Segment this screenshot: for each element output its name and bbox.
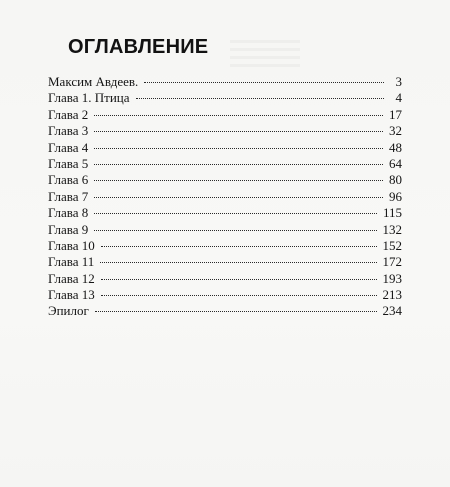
toc-leader-dots [94,115,383,116]
toc-leader-dots [94,164,383,165]
toc-entry-label: Глава 3 [48,123,89,139]
toc-entry-page: 3 [395,74,402,89]
toc-entry-page: 96 [389,188,402,204]
toc-leader-dots [101,246,377,247]
toc-entry-page: 4 [395,90,402,106]
table-of-contents [48,74,402,320]
toc-entry-label: Глава 1. Птица [48,90,130,106]
toc-leader-dots [101,279,377,280]
toc-entry-label: Глава 10 [48,237,95,253]
toc-entry [48,140,402,156]
toc-entry-label: Глава 11 [48,254,95,270]
toc-leader-dots [95,311,377,312]
toc-entry [48,205,402,221]
toc-entry-label: Глава 13 [48,287,95,303]
toc-entry-page: 213 [382,287,402,303]
toc-entry [48,90,402,106]
toc-entry [48,287,402,303]
toc-entry-page: 80 [389,172,402,188]
toc-entry-page: 64 [389,155,402,171]
toc-leader-dots [94,197,383,198]
toc-entry-page: 48 [389,139,402,155]
toc-entry-label: Глава 7 [48,188,89,204]
toc-entry [48,271,402,287]
toc-entry [48,107,402,123]
toc-leader-dots [94,131,383,132]
toc-entry [48,189,402,205]
toc-entry-label: Глава 5 [48,155,89,171]
toc-entry [48,74,402,90]
bleed-through-shadow [230,40,300,70]
toc-leader-dots [101,295,377,296]
toc-entry [48,123,402,139]
toc-entry-label: Глава 6 [48,172,89,188]
toc-entry [48,303,402,319]
toc-entry-page: 17 [389,106,402,122]
toc-entry-label: Глава 12 [48,270,95,286]
toc-entry-label: Максим Авдеев. [48,74,139,89]
toc-entry [48,156,402,172]
toc-entry-page: 152 [382,237,402,253]
toc-entry [48,172,402,188]
toc-leader-dots [94,213,377,214]
toc-entry-label: Глава 8 [48,205,89,221]
toc-leader-dots [144,82,384,83]
toc-entry-label: Глава 9 [48,221,89,237]
toc-entry-page: 193 [382,270,402,286]
toc-entry-label: Глава 4 [48,139,89,155]
toc-leader-dots [100,262,376,263]
toc-entry-page: 234 [382,303,402,319]
toc-entry-label: Глава 2 [48,106,89,122]
toc-entry-page: 172 [382,254,402,270]
toc-entry-page: 132 [382,221,402,237]
toc-leader-dots [94,148,383,149]
toc-entry [48,254,402,270]
toc-leader-dots [136,98,384,99]
toc-entry-page: 32 [389,123,402,139]
page-title: ОГЛАВЛЕНИЕ [68,36,209,58]
toc-leader-dots [94,180,383,181]
toc-leader-dots [94,230,376,231]
toc-entry [48,238,402,254]
toc-entry-page: 115 [382,205,402,221]
toc-entry [48,222,402,238]
toc-entry-label: Эпилог [48,303,89,319]
